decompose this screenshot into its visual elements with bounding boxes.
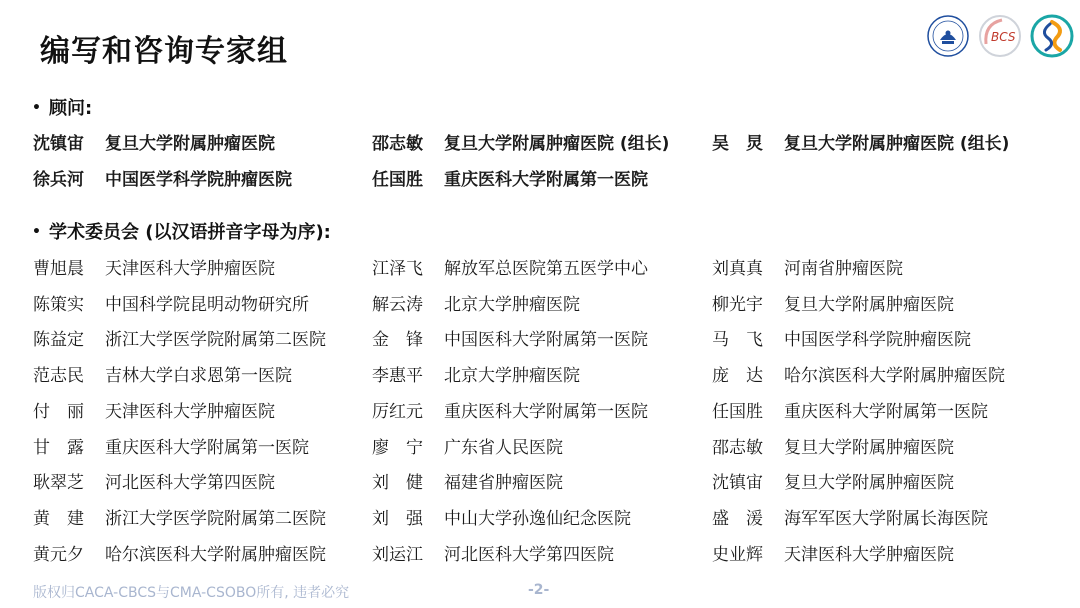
member-name: 陈策实 xyxy=(33,294,84,315)
member-name: 甘 露 xyxy=(33,437,84,458)
committee-row xyxy=(0,397,1080,427)
member-name: 沈镇宙 xyxy=(712,473,763,494)
member-name: 金 锋 xyxy=(372,330,423,351)
advisor-institution: 重庆医科大学附属第一医院 xyxy=(444,170,648,190)
committee-heading-text: 学术委员会 (以汉语拼音字母为序): xyxy=(48,222,331,243)
member-institution: 复旦大学附属肿瘤医院 xyxy=(784,294,954,315)
member-institution: 重庆医科大学附属第一医院 xyxy=(105,437,309,458)
member-name: 马 飞 xyxy=(712,330,763,351)
member-institution: 河北医科大学第四医院 xyxy=(105,473,275,494)
member-institution: 哈尔滨医科大学附属肿瘤医院 xyxy=(105,544,326,565)
member-name: 史业辉 xyxy=(712,544,763,565)
member-name: 刘真真 xyxy=(712,259,763,279)
bullet-icon: • xyxy=(32,224,41,240)
member-institution: 浙江大学医学院附属第二医院 xyxy=(105,508,326,529)
committee-row xyxy=(0,325,1080,355)
advisor-institution: 复旦大学附属肿瘤医院 (组长) xyxy=(444,134,670,154)
csobo-logo-icon xyxy=(1030,14,1074,58)
committee-row xyxy=(0,468,1080,498)
member-name: 廖 宁 xyxy=(372,437,423,458)
committee-row xyxy=(0,540,1080,570)
member-name: 耿翠芝 xyxy=(33,473,84,494)
member-name: 刘运江 xyxy=(372,544,423,565)
member-institution: 复旦大学附属肿瘤医院 xyxy=(784,437,954,458)
member-institution: 浙江大学医学院附属第二医院 xyxy=(105,330,326,351)
member-institution: 中国医学科学院肿瘤医院 xyxy=(784,330,971,351)
committee-row xyxy=(0,254,1080,284)
member-institution: 复旦大学附属肿瘤医院 xyxy=(784,473,954,494)
member-name: 范志民 xyxy=(33,366,84,387)
bcs-logo-text: BCS xyxy=(991,30,1016,44)
member-name: 邵志敏 xyxy=(712,437,763,458)
committee-row xyxy=(0,433,1080,463)
member-name: 任国胜 xyxy=(712,401,763,422)
member-institution: 广东省人民医院 xyxy=(444,437,563,458)
bcs-logo-icon xyxy=(978,14,1022,58)
member-name: 刘 强 xyxy=(372,508,423,529)
advisor-institution: 复旦大学附属肿瘤医院 xyxy=(105,134,275,154)
member-institution: 哈尔滨医科大学附属肿瘤医院 xyxy=(784,366,1005,387)
member-institution: 天津医科大学肿瘤医院 xyxy=(105,401,275,422)
member-name: 盛 湲 xyxy=(712,508,763,529)
committee-row xyxy=(0,290,1080,320)
member-name: 刘 健 xyxy=(372,473,423,494)
member-name: 李惠平 xyxy=(372,366,423,387)
logo-group xyxy=(926,14,1074,58)
member-institution: 重庆医科大学附属第一医院 xyxy=(444,401,648,422)
member-name: 解云涛 xyxy=(372,294,423,315)
advisor-name: 吴 炅 xyxy=(712,134,763,154)
member-name: 陈益定 xyxy=(33,330,84,351)
member-institution: 中国医科大学附属第一医院 xyxy=(444,330,648,351)
advisor-institution: 中国医学科学院肿瘤医院 xyxy=(105,170,292,190)
member-institution: 中山大学孙逸仙纪念医院 xyxy=(444,508,631,529)
advisors-heading xyxy=(32,94,92,120)
advisor-name: 沈镇宙 xyxy=(33,134,84,154)
member-institution: 重庆医科大学附属第一医院 xyxy=(784,401,988,422)
member-name: 柳光宇 xyxy=(712,294,763,315)
member-institution: 海军军医大学附属长海医院 xyxy=(784,508,988,529)
member-name: 庞 达 xyxy=(712,366,763,387)
member-name: 付 丽 xyxy=(33,401,84,422)
member-institution: 天津医科大学肿瘤医院 xyxy=(105,259,275,279)
member-institution: 河南省肿瘤医院 xyxy=(784,259,903,279)
advisors-row-2 xyxy=(0,165,1080,195)
advisors-heading-text: 顾问: xyxy=(48,98,93,119)
member-name: 曹旭晨 xyxy=(33,259,84,279)
committee-heading xyxy=(32,218,331,244)
committee-row xyxy=(0,504,1080,534)
advisor-name: 任国胜 xyxy=(372,170,423,190)
page-number: -2- xyxy=(528,582,550,598)
member-name: 江泽飞 xyxy=(372,259,423,279)
caca-logo-icon xyxy=(926,14,970,58)
advisors-row-1 xyxy=(0,129,1080,159)
member-institution: 北京大学肿瘤医院 xyxy=(444,366,580,387)
member-institution: 解放军总医院第五医学中心 xyxy=(444,259,648,279)
member-institution: 北京大学肿瘤医院 xyxy=(444,294,580,315)
advisor-name: 邵志敏 xyxy=(372,134,423,154)
page-title: 编写和咨询专家组 xyxy=(40,34,288,69)
advisor-institution: 复旦大学附属肿瘤医院 (组长) xyxy=(784,134,1010,154)
member-institution: 天津医科大学肿瘤医院 xyxy=(784,544,954,565)
member-institution: 福建省肿瘤医院 xyxy=(444,473,563,494)
member-name: 黄元夕 xyxy=(33,544,84,565)
member-name: 黄 建 xyxy=(33,508,84,529)
member-institution: 吉林大学白求恩第一医院 xyxy=(105,366,292,387)
advisor-name: 徐兵河 xyxy=(33,170,84,190)
member-name: 厉红元 xyxy=(372,401,423,422)
copyright-notice: 版权归CACA-CBCS与CMA-CSOBO所有, 违者必究 xyxy=(33,585,350,601)
member-institution: 河北医科大学第四医院 xyxy=(444,544,614,565)
member-institution: 中国科学院昆明动物研究所 xyxy=(105,294,309,315)
committee-row xyxy=(0,361,1080,391)
bullet-icon: • xyxy=(32,100,41,116)
